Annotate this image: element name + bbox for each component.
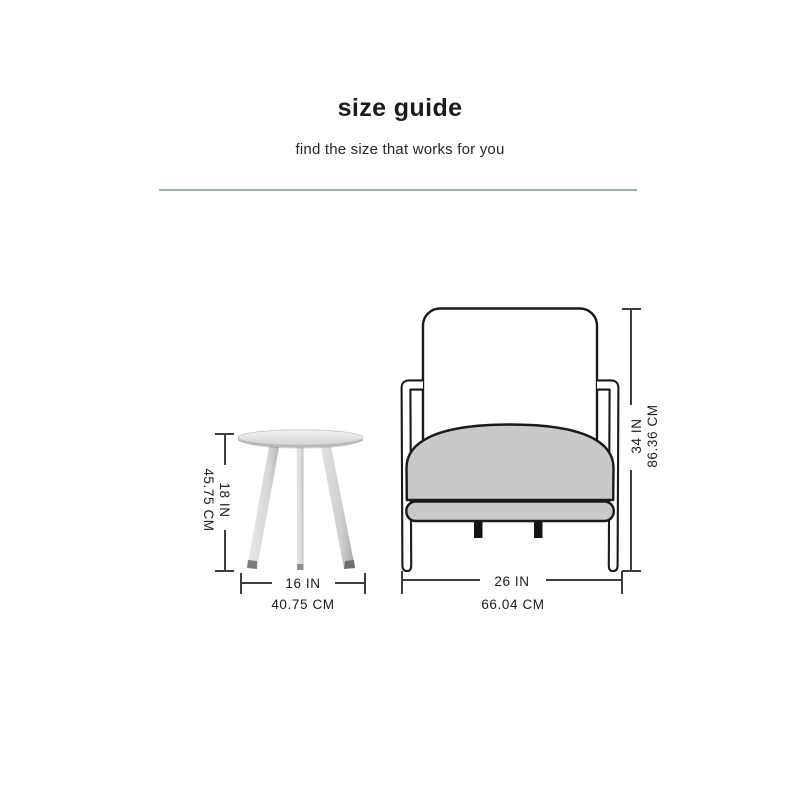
table-width-cm: 40.75 CM [271,597,335,612]
table-height-cap-bottom [215,570,234,572]
chair-height-label [629,391,661,481]
chair-width-inches: 26 IN [494,574,530,589]
table-width-cap-right [364,573,366,594]
page-subtitle: find the size that works for you [295,141,505,158]
chair-base-cushion [406,502,614,522]
chair-width-cap-right [621,571,623,594]
page-title: size guide [337,94,463,122]
table-width-inches: 16 IN [285,576,321,591]
chair-right-foot [534,522,543,539]
table-legs [247,441,355,570]
side-table-illustration [230,424,375,576]
chair-left-foot [474,522,483,539]
chair-seat-cushion [407,425,614,501]
table-height-label [200,455,232,545]
chair-height-cap-bottom [622,570,641,572]
chair-width-cap-left [401,571,403,594]
chair-height-line-lower [630,470,632,570]
chair-width-line-right [546,579,621,581]
header-divider [159,189,637,191]
chair-height-inches: 34 IN [629,418,644,454]
tabletop [238,430,363,445]
chair-width-cm: 66.04 CM [481,597,545,612]
table-height-inches: 18 IN [217,482,232,518]
table-height-cm: 45.75 CM [201,468,216,532]
chair-height-cm: 86.36 CM [645,404,660,468]
armchair-illustration [393,300,628,592]
